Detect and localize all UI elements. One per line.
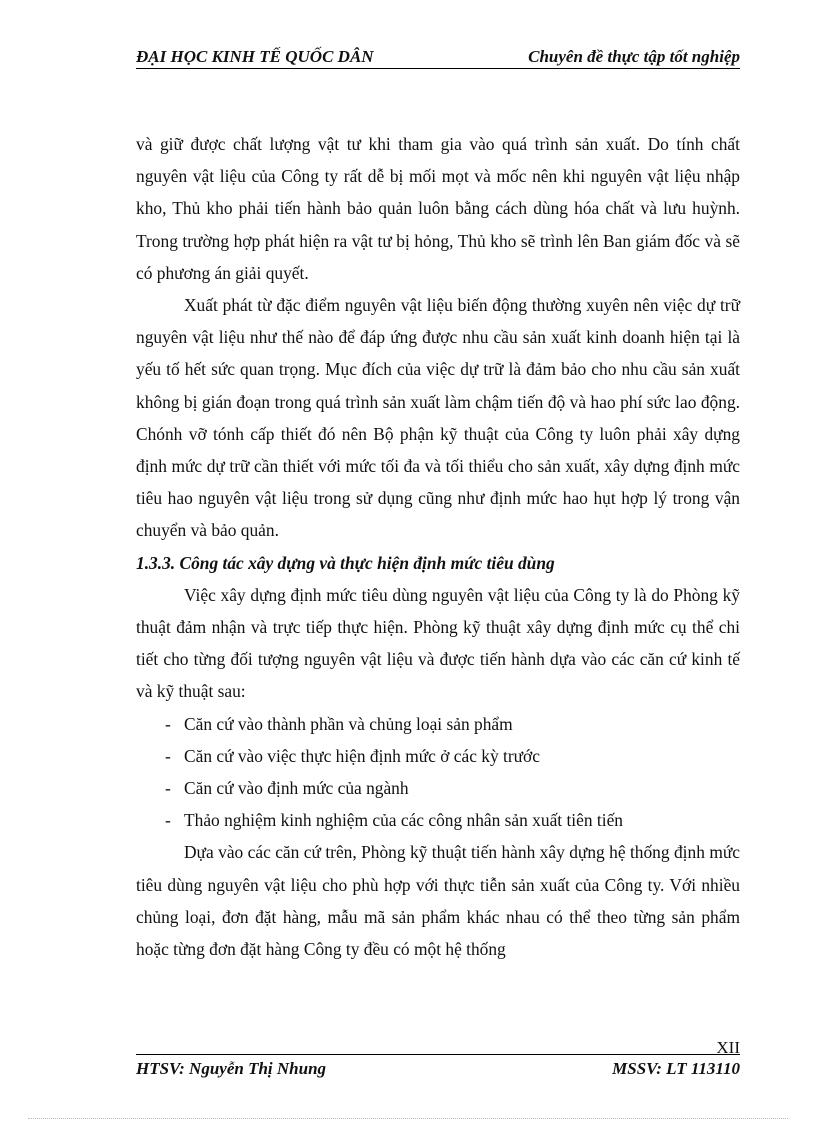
page-bottom-edge	[28, 1118, 788, 1119]
page-footer	[136, 1038, 740, 1082]
page-header	[136, 46, 740, 70]
list-item	[136, 740, 740, 772]
header-rule	[136, 68, 740, 69]
list-bullet: -	[165, 745, 171, 766]
footer-student-id: MSSV: LT 113110	[612, 1059, 740, 1078]
paragraph-1: và giữ được chất lượng vật tư khi tham gia vào quá trình sản xuất. Do tính chất nguyên vật liệu của Công ty rất dễ bị mối mọt và mốc nên khi nguyên vật liệu nhập kho, Thủ kho phải tiến hành bảo quản luôn bằng cách dùng hóa chất và lưu huỳnh. Trong trường hợp phát hiện ra vật tư bị hỏng, Thủ kho sẽ trình lên Ban giám đốc và sẽ có phương án giải quyết.	[136, 134, 740, 283]
footer-rule	[136, 1054, 740, 1055]
list-bullet: -	[165, 810, 171, 831]
list-item	[136, 772, 740, 804]
footer-author: HTSV: Nguyễn Thị Nhung	[136, 1059, 327, 1078]
page-body	[136, 128, 740, 965]
header-report-title: Chuyên đề thực tập tốt nghiệp	[528, 47, 740, 66]
paragraph-2: Xuất phát từ đặc điểm nguyên vật liệu biến động thường xuyên nên việc dự trữ nguyên vật liệu như thế nào để đáp ứng được nhu cầu sản xuất kinh doanh hiện tại là yếu tố hết sức quan trọng. Mục đích của việc dự trữ là đảm bảo cho nhu cầu sản xuất không bị gián đoạn trong quá trình sản xuất làm chậm tiến độ và hao phí sức lao động. Chónh vỡ tónh cấp thiết đó nên Bộ phận kỹ thuật của Công ty luôn phải xây dựng định mức dự trữ cần thiết với mức tối đa và tối thiểu cho sản xuất, xây dựng định mức tiêu hao nguyên vật liệu trong sử dụng cũng như định mức hao hụt hợp lý trong vận chuyển và bảo quản.	[136, 295, 740, 541]
list-item	[136, 708, 740, 740]
list-item-text: Căn cứ vào thành phần và chủng loại sản phẩm	[184, 713, 513, 734]
paragraph-3: Việc xây dựng định mức tiêu dùng nguyên vật liệu của Công ty là do Phòng kỹ thuật đảm nhận và trực tiếp thực hiện. Phòng kỹ thuật xây dựng định mức cụ thể chi tiết cho từng đối tượng nguyên vật liệu và được tiến hành dựa vào các căn cứ kinh tế và kỹ thuật sau:	[136, 584, 740, 702]
section-heading: 1.3.3. Công tác xây dựng và thực hiện định mức tiêu dùng	[136, 552, 555, 573]
list-item-text: Thảo nghiệm kinh nghiệm của các công nhân sản xuất tiên tiến	[184, 810, 623, 831]
page-number: XII	[716, 1038, 740, 1057]
list-item	[136, 804, 740, 836]
criteria-list	[136, 708, 740, 837]
list-bullet: -	[165, 778, 171, 799]
header-university: ĐẠI HỌC KINH TẾ QUỐC DÂN	[136, 47, 374, 66]
list-item-text: Căn cứ vào định mức của ngành	[184, 778, 409, 799]
paragraph-4: Dựa vào các căn cứ trên, Phòng kỹ thuật tiến hành xây dựng hệ thống định mức tiêu dùng nguyên vật liệu cho phù hợp với thực tiễn sản xuất của Công ty. Với nhiều chủng loại, đơn đặt hàng, mẫu mã sản phẩm khác nhau có thể theo từng sản phẩm hoặc từng đơn đặt hàng Công ty đều có một hệ thống	[136, 842, 740, 960]
list-bullet: -	[165, 713, 171, 734]
list-item-text: Căn cứ vào việc thực hiện định mức ở các kỳ trước	[184, 745, 540, 766]
